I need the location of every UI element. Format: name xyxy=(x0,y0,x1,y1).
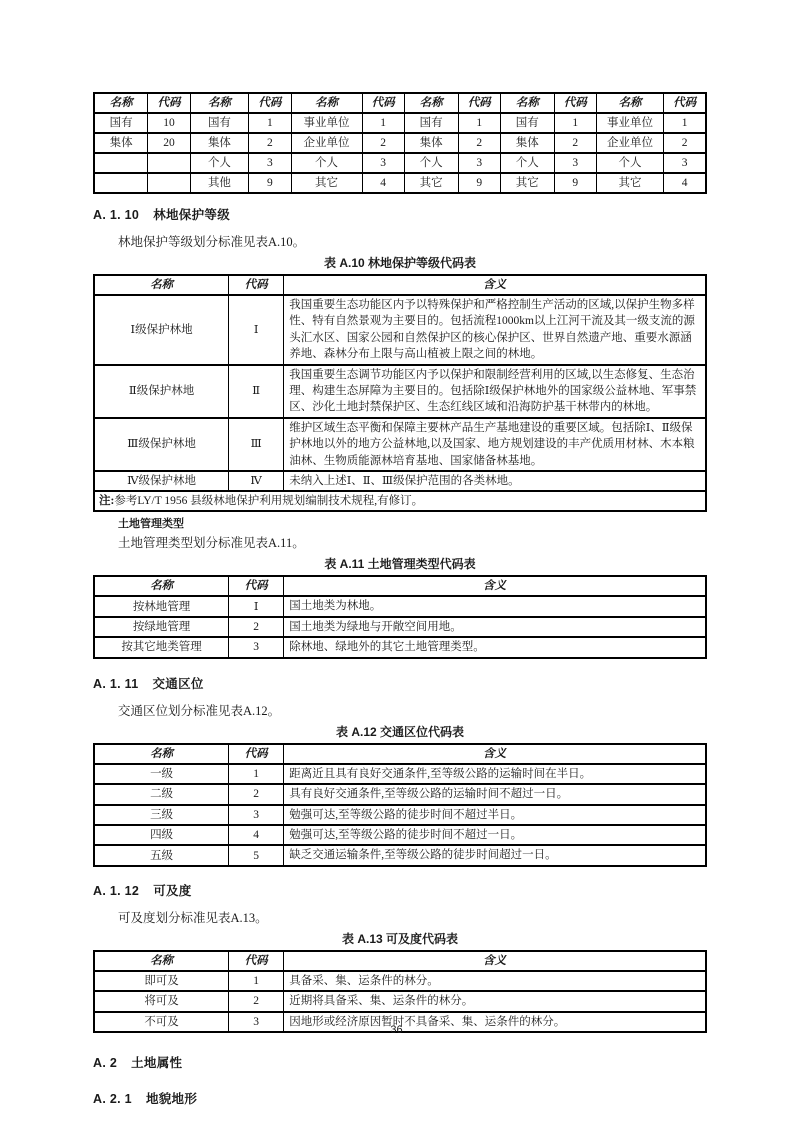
cell: 国有 xyxy=(500,113,554,133)
cell: 个人 xyxy=(500,153,554,173)
cell: 企业单位 xyxy=(291,133,362,153)
cell: 其他 xyxy=(190,173,249,193)
table-row xyxy=(94,825,706,845)
section-title: 交通区位 xyxy=(152,676,204,691)
cell-code: Ⅱ xyxy=(229,365,284,418)
section-heading-a21 xyxy=(93,1091,707,1107)
cell-name: 三级 xyxy=(94,805,229,825)
col-header-code: 代码 xyxy=(229,275,284,295)
cell xyxy=(148,153,190,173)
cell: 其它 xyxy=(500,173,554,193)
table-caption-a13: 表 A.13 可及度代码表 xyxy=(341,931,459,946)
cell-meaning: 我国重要生态功能区内予以特殊保护和严格控制生产活动的区域,以保护生物多样性、特有自然景观为主要目的。包括流程1000km以上江河干流及其一级支流的源头汇水区、国家公园和自然保护区的核心保护区、世界自然遗产地、重要水源涵养地、森林分布上限与高山植被上限之间的林地。 xyxy=(284,295,706,365)
cell: 其它 xyxy=(596,173,663,193)
cell-name: Ⅲ级保护林地 xyxy=(94,418,229,471)
col-header-meaning: 含义 xyxy=(284,275,706,295)
page-number: 36 xyxy=(390,1024,403,1036)
cell: 20 xyxy=(148,133,190,153)
cell: 1 xyxy=(362,113,404,133)
table-note xyxy=(94,491,706,511)
cell-meaning: 因地形或经济原因暂时不具备采、集、运条件的林分。 xyxy=(284,1012,706,1032)
cell-name: 即可及 xyxy=(94,971,229,991)
cell: 个人 xyxy=(190,153,249,173)
cell: 9 xyxy=(249,173,291,193)
cell-code: 2 xyxy=(229,784,284,804)
cell: 集体 xyxy=(190,133,249,153)
cell-name: 不可及 xyxy=(94,1012,229,1032)
section-intro-a110: 林地保护等级划分标准见表A.10。 xyxy=(118,235,306,249)
section-heading-a112 xyxy=(93,883,707,899)
code-table-a11 xyxy=(93,575,707,658)
col-header-name: 名称 xyxy=(94,576,229,596)
cell: 10 xyxy=(148,113,190,133)
table-row xyxy=(94,805,706,825)
cell: 2 xyxy=(554,133,596,153)
cell: 事业单位 xyxy=(291,113,362,133)
cell-meaning: 国土地类为绿地与开敞空间用地。 xyxy=(284,617,706,637)
cell-name: 二级 xyxy=(94,784,229,804)
cell-meaning: 国土地类为林地。 xyxy=(284,596,706,616)
table-header-row xyxy=(94,576,706,596)
cell-name: 一级 xyxy=(94,764,229,784)
cell: 国有 xyxy=(94,113,148,133)
table-header-row xyxy=(94,275,706,295)
section-number: A. 1. 12 xyxy=(93,883,140,898)
cell: 1 xyxy=(458,113,500,133)
section-number: A. 2 xyxy=(93,1055,118,1070)
table-row xyxy=(94,637,706,657)
cell-name: 按绿地管理 xyxy=(94,617,229,637)
table-row xyxy=(94,295,706,365)
cell-meaning: 距离近且具有良好交通条件,至等级公路的运输时间在半日。 xyxy=(284,764,706,784)
cell: 9 xyxy=(458,173,500,193)
section-heading-a110 xyxy=(93,207,707,223)
col-header-meaning: 含义 xyxy=(284,744,706,764)
cell-name: 按其它地类管理 xyxy=(94,637,229,657)
cell-meaning: 缺乏交通运输条件,至等级公路的徒步时间超过一日。 xyxy=(284,845,706,865)
table-row xyxy=(94,365,706,418)
code-table-a12 xyxy=(93,743,707,867)
section-intro-a111: 交通区位划分标准见表A.12。 xyxy=(118,703,281,718)
col-header: 代码 xyxy=(148,93,190,113)
cell: 4 xyxy=(664,173,706,193)
cell: 2 xyxy=(249,133,291,153)
table-row xyxy=(94,418,706,471)
cell: 2 xyxy=(362,133,404,153)
note-text: 参考LY/T 1956 县级林地保护利用规划编制技术规程,有修订。 xyxy=(114,495,424,508)
cell: 3 xyxy=(554,153,596,173)
cell: 3 xyxy=(249,153,291,173)
cell-meaning: 维护区域生态平衡和保障主要林产品生产基地建设的重要区域。包括除Ⅰ、Ⅱ级保护林地以外的地方公益林地,以及国家、地方规划建设的丰产优质用材林、木本粮油林、生物质能源林培育基地、国家储备林基地。 xyxy=(284,418,706,471)
cell: 个人 xyxy=(404,153,458,173)
table-row xyxy=(94,784,706,804)
cell-code: Ⅰ xyxy=(229,596,284,616)
section-intro-land-management: 土地管理类型划分标准见表A.11。 xyxy=(118,536,305,551)
cell-code: Ⅰ xyxy=(229,295,284,365)
section-title: 地貌地形 xyxy=(145,1091,198,1106)
cell: 3 xyxy=(362,153,404,173)
page-content xyxy=(93,92,707,1107)
table-header-row xyxy=(94,951,706,971)
col-header-code: 代码 xyxy=(229,576,284,596)
col-header-meaning: 含义 xyxy=(284,576,706,596)
cell-name: Ⅱ级保护林地 xyxy=(94,365,229,418)
cell: 个人 xyxy=(291,153,362,173)
table-row xyxy=(94,153,706,173)
cell: 个人 xyxy=(596,153,663,173)
table-note-row xyxy=(94,491,706,511)
col-header-name: 名称 xyxy=(94,744,229,764)
col-header-name: 名称 xyxy=(94,951,229,971)
cell xyxy=(94,153,148,173)
col-header-meaning: 含义 xyxy=(284,951,706,971)
cell-code: 1 xyxy=(229,764,284,784)
col-header: 名称 xyxy=(94,93,148,113)
cell-meaning: 除林地、绿地外的其它土地管理类型。 xyxy=(284,637,706,657)
cell: 集体 xyxy=(94,133,148,153)
cell: 企业单位 xyxy=(596,133,663,153)
cell-code: 4 xyxy=(229,825,284,845)
table-row xyxy=(94,991,706,1011)
table-row xyxy=(94,596,706,616)
subheading-land-management: 土地管理类型 xyxy=(118,518,184,531)
cell-code: 3 xyxy=(229,1012,284,1032)
cell: 集体 xyxy=(500,133,554,153)
section-intro-a112: 可及度划分标准见表A.13。 xyxy=(118,910,268,925)
cell-meaning: 未纳入上述Ⅰ、Ⅱ、Ⅲ级保护范围的各类林地。 xyxy=(284,471,706,491)
cell: 9 xyxy=(554,173,596,193)
section-title: 可及度 xyxy=(153,883,192,898)
table-header-row xyxy=(94,93,706,113)
cell-name: Ⅳ级保护林地 xyxy=(94,471,229,491)
table-row xyxy=(94,113,706,133)
cell: 其它 xyxy=(404,173,458,193)
code-table-a13 xyxy=(93,950,707,1033)
cell-code: 5 xyxy=(229,845,284,865)
col-header: 名称 xyxy=(190,93,249,113)
col-header-code: 代码 xyxy=(229,951,284,971)
cell: 1 xyxy=(554,113,596,133)
col-header: 名称 xyxy=(596,93,663,113)
cell: 2 xyxy=(664,133,706,153)
cell: 国有 xyxy=(190,113,249,133)
cell: 事业单位 xyxy=(596,113,663,133)
cell: 其它 xyxy=(291,173,362,193)
cell-code: 1 xyxy=(229,971,284,991)
cell: 3 xyxy=(458,153,500,173)
col-header: 名称 xyxy=(404,93,458,113)
col-header: 名称 xyxy=(500,93,554,113)
cell: 1 xyxy=(664,113,706,133)
cell-meaning: 勉强可达,至等级公路的徒步时间不超过一日。 xyxy=(284,825,706,845)
section-title: 土地属性 xyxy=(131,1055,183,1070)
table-caption-a11: 表 A.11 土地管理类型代码表 xyxy=(324,557,476,572)
cell-meaning: 我国重要生态调节功能区内予以保护和限制经营利用的区域,以生态修复、生态治理、构建生态屏障为主要目的。包括除Ⅰ级保护林地外的国家级公益林地、军事禁区、沙化土地封禁保护区、生态红线区域和沿海防护基干林带内的林地。 xyxy=(284,365,706,418)
col-header: 名称 xyxy=(291,93,362,113)
cell-code: Ⅳ xyxy=(229,471,284,491)
section-heading-a111 xyxy=(93,676,707,692)
cell: 国有 xyxy=(404,113,458,133)
cell-code: 3 xyxy=(229,637,284,657)
cell-code: 3 xyxy=(229,805,284,825)
cell-name: 四级 xyxy=(94,825,229,845)
cell xyxy=(148,173,190,193)
section-heading-a2 xyxy=(93,1055,707,1071)
cell-name: Ⅰ级保护林地 xyxy=(94,295,229,365)
cell: 4 xyxy=(362,173,404,193)
cell-name: 将可及 xyxy=(94,991,229,1011)
col-header: 代码 xyxy=(664,93,706,113)
ownership-code-table xyxy=(93,92,707,194)
section-number: A. 1. 11 xyxy=(93,676,139,691)
cell-code: Ⅲ xyxy=(229,418,284,471)
table-row xyxy=(94,764,706,784)
table-row xyxy=(94,173,706,193)
cell-code: 2 xyxy=(229,991,284,1011)
code-table-a10 xyxy=(93,274,707,512)
table-caption-a12: 表 A.12 交通区位代码表 xyxy=(335,724,465,739)
table-header-row xyxy=(94,744,706,764)
cell-name: 五级 xyxy=(94,845,229,865)
table-row xyxy=(94,471,706,491)
section-number: A. 2. 1 xyxy=(93,1091,132,1106)
table-row xyxy=(94,971,706,991)
section-title: 林地保护等级 xyxy=(153,208,230,222)
col-header-code: 代码 xyxy=(229,744,284,764)
table-row xyxy=(94,133,706,153)
table-row xyxy=(94,845,706,865)
cell xyxy=(94,173,148,193)
cell-code: 2 xyxy=(229,617,284,637)
cell: 3 xyxy=(664,153,706,173)
cell-meaning: 具备采、集、运条件的林分。 xyxy=(284,971,706,991)
table-row xyxy=(94,617,706,637)
col-header: 代码 xyxy=(362,93,404,113)
cell-meaning: 勉强可达,至等级公路的徒步时间不超过半日。 xyxy=(284,805,706,825)
table-caption-a10: 表 A.10 林地保护等级代码表 xyxy=(323,256,477,270)
cell: 1 xyxy=(249,113,291,133)
cell-meaning: 近期将具备采、集、运条件的林分。 xyxy=(284,991,706,1011)
col-header: 代码 xyxy=(458,93,500,113)
col-header: 代码 xyxy=(249,93,291,113)
note-label: 注: xyxy=(99,495,115,508)
cell-name: 按林地管理 xyxy=(94,596,229,616)
col-header-name: 名称 xyxy=(94,275,229,295)
section-number: A. 1. 10 xyxy=(93,208,140,222)
col-header: 代码 xyxy=(554,93,596,113)
cell-meaning: 具有良好交通条件,至等级公路的运输时间不超过一日。 xyxy=(284,784,706,804)
cell: 2 xyxy=(458,133,500,153)
cell: 集体 xyxy=(404,133,458,153)
